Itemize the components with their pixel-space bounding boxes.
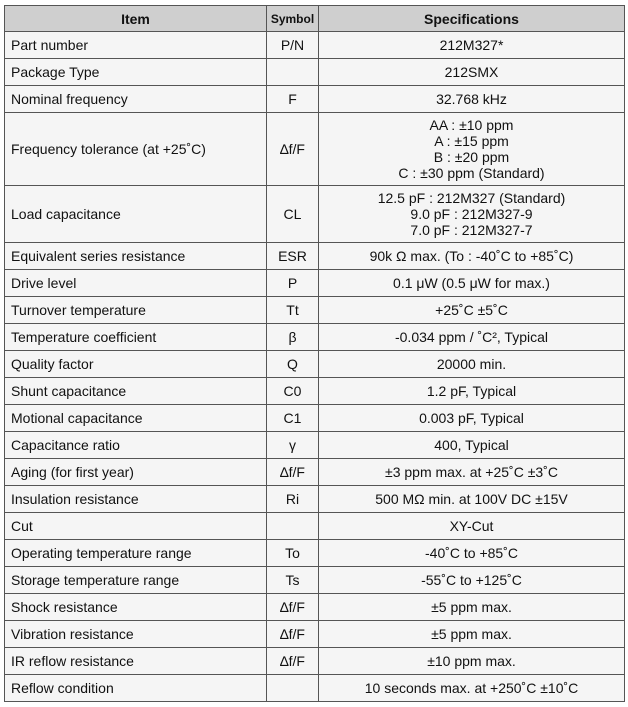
table-row [5, 32, 625, 59]
row-specification [319, 186, 625, 243]
specification-line: 500 MΩ min. at 100V DC ±15V [375, 491, 568, 507]
row-symbol: To [267, 540, 319, 567]
specification-line: C : ±30 ppm (Standard) [398, 165, 545, 181]
row-specification [319, 378, 625, 405]
row-symbol: ∆f/F [267, 459, 319, 486]
table-row [5, 324, 625, 351]
row-specification [319, 351, 625, 378]
row-item: Equivalent series resistance [5, 243, 267, 270]
row-item: Shock resistance [5, 594, 267, 621]
row-specification [319, 648, 625, 675]
row-specification [319, 270, 625, 297]
specification-line: AA : ±10 ppm [429, 117, 514, 133]
row-symbol: ∆f/F [267, 113, 319, 186]
row-symbol: P/N [267, 32, 319, 59]
table-row [5, 432, 625, 459]
row-item: IR reflow resistance [5, 648, 267, 675]
row-item: Aging (for first year) [5, 459, 267, 486]
specification-line: 7.0 pF : 212M327-7 [410, 222, 533, 238]
table-row [5, 297, 625, 324]
table-row [5, 459, 625, 486]
table-row [5, 405, 625, 432]
table-row [5, 186, 625, 243]
table-row [5, 113, 625, 186]
row-specification [319, 59, 625, 86]
row-specification [319, 243, 625, 270]
row-symbol: ∆f/F [267, 621, 319, 648]
row-symbol: Ri [267, 486, 319, 513]
specification-line: XY-Cut [449, 518, 494, 534]
row-item: Part number [5, 32, 267, 59]
table-row [5, 648, 625, 675]
row-symbol: ∆f/F [267, 594, 319, 621]
table-row [5, 59, 625, 86]
row-specification [319, 594, 625, 621]
table-row [5, 486, 625, 513]
row-symbol [267, 59, 319, 86]
specification-line: A : ±15 ppm [434, 133, 509, 149]
specification-line: B : ±20 ppm [433, 149, 510, 165]
row-item: Nominal frequency [5, 86, 267, 113]
row-specification [319, 567, 625, 594]
row-symbol: P [267, 270, 319, 297]
specifications-table [4, 5, 625, 702]
row-specification [319, 432, 625, 459]
row-specification [319, 32, 625, 59]
specification-line: 0.1 μW (0.5 μW for max.) [393, 275, 550, 291]
row-symbol [267, 675, 319, 702]
specification-line: 1.2 pF, Typical [426, 383, 517, 399]
row-item: Load capacitance [5, 186, 267, 243]
row-item: Temperature coefficient [5, 324, 267, 351]
table-row [5, 513, 625, 540]
specification-line: ±5 ppm max. [431, 626, 512, 642]
header-item: Item [5, 6, 267, 32]
specification-line: 9.0 pF : 212M327-9 [410, 206, 533, 222]
row-symbol: CL [267, 186, 319, 243]
row-specification [319, 113, 625, 186]
specification-line: 12.5 pF : 212M327 (Standard) [377, 190, 566, 206]
row-specification [319, 459, 625, 486]
table-row [5, 378, 625, 405]
specification-line: 400, Typical [434, 437, 509, 453]
row-item: Storage temperature range [5, 567, 267, 594]
row-item: Motional capacitance [5, 405, 267, 432]
specification-line: 212M327* [439, 37, 504, 53]
row-item: Turnover temperature [5, 297, 267, 324]
row-symbol: C1 [267, 405, 319, 432]
row-item: Package Type [5, 59, 267, 86]
row-symbol: C0 [267, 378, 319, 405]
specification-line: -55˚C to +125˚C [421, 572, 522, 588]
row-item: Cut [5, 513, 267, 540]
row-item: Capacitance ratio [5, 432, 267, 459]
row-item: Vibration resistance [5, 621, 267, 648]
row-symbol: ∆f/F [267, 648, 319, 675]
row-specification [319, 324, 625, 351]
table-row [5, 594, 625, 621]
row-item: Operating temperature range [5, 540, 267, 567]
row-item: Quality factor [5, 351, 267, 378]
row-item: Insulation resistance [5, 486, 267, 513]
table-header-row [5, 6, 625, 32]
row-specification [319, 540, 625, 567]
row-symbol: Q [267, 351, 319, 378]
row-specification [319, 621, 625, 648]
table-row [5, 675, 625, 702]
row-specification [319, 513, 625, 540]
table-row [5, 243, 625, 270]
row-symbol: ESR [267, 243, 319, 270]
spec-table-container [4, 5, 625, 702]
table-row [5, 351, 625, 378]
row-symbol: F [267, 86, 319, 113]
row-specification [319, 297, 625, 324]
row-specification [319, 86, 625, 113]
specification-line: -40˚C to +85˚C [425, 545, 518, 561]
specification-line: ±5 ppm max. [431, 599, 512, 615]
header-specifications: Specifications [319, 6, 625, 32]
header-symbol: Symbol [267, 6, 319, 32]
row-symbol: Tt [267, 297, 319, 324]
specification-line: ±10 ppm max. [427, 653, 516, 669]
row-specification [319, 486, 625, 513]
row-symbol: β [267, 324, 319, 351]
specification-line: 90k Ω max. (To : -40˚C to +85˚C) [369, 248, 574, 264]
table-row [5, 621, 625, 648]
table-row [5, 270, 625, 297]
table-body [5, 32, 625, 702]
specification-line: 32.768 kHz [436, 91, 507, 107]
row-item: Reflow condition [5, 675, 267, 702]
specification-line: 20000 min. [436, 356, 507, 372]
row-item: Shunt capacitance [5, 378, 267, 405]
table-row [5, 567, 625, 594]
row-specification [319, 405, 625, 432]
row-symbol: γ [267, 432, 319, 459]
row-symbol [267, 513, 319, 540]
specification-line: -0.034 ppm / ˚C², Typical [394, 329, 549, 345]
specification-line: 10 seconds max. at +250˚C ±10˚C [364, 680, 579, 696]
row-item: Drive level [5, 270, 267, 297]
specification-line: ±3 ppm max. at +25˚C ±3˚C [385, 464, 558, 480]
table-row [5, 86, 625, 113]
specification-line: 212SMX [444, 64, 499, 80]
row-item: Frequency tolerance (at +25˚C) [5, 113, 267, 186]
row-specification [319, 675, 625, 702]
specification-line: +25˚C ±5˚C [435, 302, 508, 318]
row-symbol: Ts [267, 567, 319, 594]
specification-line: 0.003 pF, Typical [419, 410, 524, 426]
table-row [5, 540, 625, 567]
